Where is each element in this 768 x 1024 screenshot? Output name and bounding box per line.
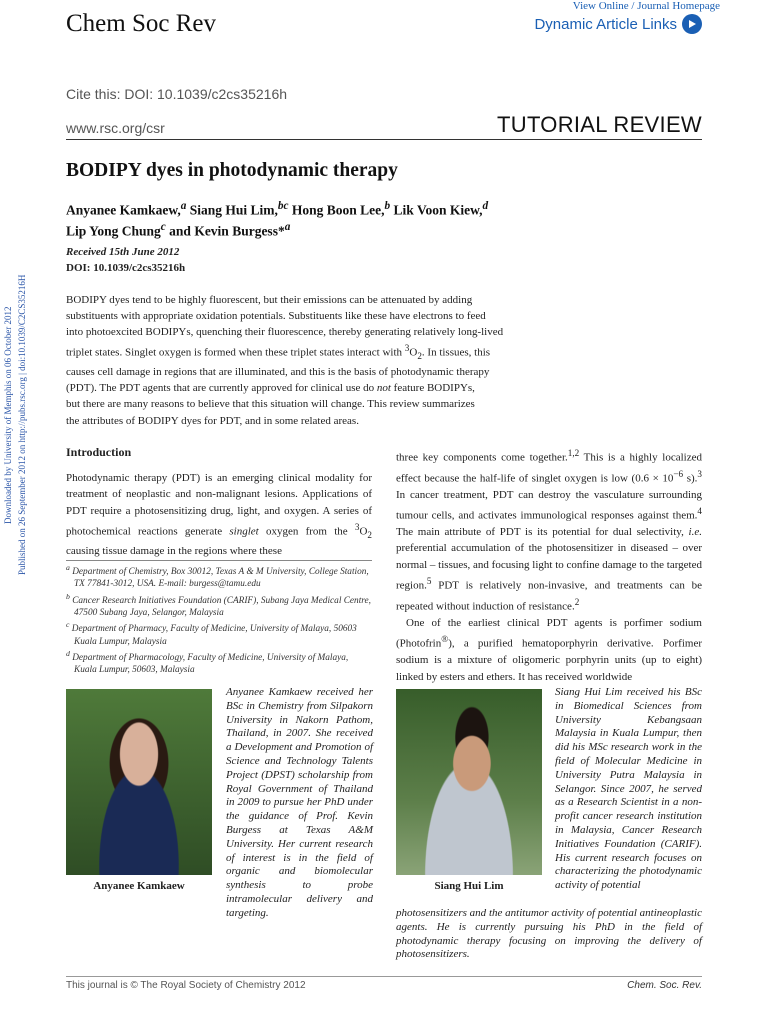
article-doi: DOI: 10.1039/c2cs35216h — [66, 262, 186, 274]
intro-paragraph: Photodynamic therapy (PDT) is an emerging clinical modality for treatment of neoplastic and non-malignant lesions. Applications of PDT require a photosensitizing drug, light, and oxygen. A series of photochemical reactions generate singlet oxygen from the $^3O_2$ causing tissue damage in the regions where these — [66, 472, 372, 558]
author-photo-lim — [396, 689, 542, 875]
bio-lim-continued: photosensitizers and the antitumor activity of potential antineoplastic agents. He is currently pursuing his PhD in the field of photodynamic therapy focusing on improving the delivery of photosensitizers. — [396, 907, 702, 961]
section-heading-introduction: Introduction — [66, 445, 132, 459]
journal-name: Chem Soc Rev — [66, 10, 216, 37]
bio-lim: Siang Hui Lim received his BSc in Biomedical Sciences from University Kebangsaan Malaysia in Kuala Lumpur, then did his MSc research work in the field of Molecular Medicine in University Putra Malaysia in Selangor. Since 2007, he served as a Research Scientist in a non-profit cancer research institution in Malaysia, Cancer Research Initiatives Foundation (CARIF). His current research focuses on characterizing the photodynamic activity of potential — [555, 686, 702, 892]
view-online-link[interactable]: View Online / Journal Homepage — [572, 0, 720, 12]
dynamic-article-links[interactable] — [534, 14, 702, 34]
dynamic-links-label: Dynamic Article Links — [534, 15, 677, 33]
affiliations: $^a$ Department of Chemistry, Box 30012, Texas A & M University, College Station, TX 77841-3012, USA. E-mail: burgess@tamu.edu $^b$ Cancer Research Initiatives Foundation (CARIF), Subang Jaya Medical Centre, 47500 Subang Jaya, Selangor, Malaysia $^c$ Department of Pharmacy, Faculty of Medicine, University of Malaya, 50603 Kuala Lumpur, Malaysia $^d$ Department of Pharmacology, Faculty of Medicine, University of Malaya, Kuala Lumpur, 50603, Malaysia — [66, 563, 372, 676]
journal-url[interactable]: www.rsc.org/csr — [66, 120, 165, 136]
publication-notice[interactable]: Published on 26 September 2012 on http://pubs.rsc.org | doi:10.1039/C2CS35216H — [17, 274, 27, 576]
received-date: Received 15th June 2012 — [66, 246, 180, 258]
play-arrow-icon[interactable] — [682, 14, 702, 34]
footnote-divider — [66, 560, 372, 561]
bio-kamkaew: Anyanee Kamkaew received her BSc in Chemistry from Silpakorn University in Nakorn Pathom, Thailand, in 2007. She received a Development and Promotion of Science and Technology Talents Project (DPST) scholarship from Royal Government of Thailand in 2009 to pursue her PhD under the guidance of Prof. Kevin Burgess at Texas A&M University. Her current research of interest is in the field of organic and biomolecular synthesis to probe intramolecular delivery and targeting. — [226, 686, 373, 919]
article-type: TUTORIAL REVIEW — [497, 112, 702, 137]
copyright: This journal is © The Royal Society of Chemistry 2012 — [66, 980, 306, 991]
download-notice: Downloaded by University of Memphis on 06 October 2012 — [3, 306, 13, 524]
photo-caption-kamkaew: Anyanee Kamkaew — [93, 880, 185, 892]
article-title: BODIPY dyes in photodynamic therapy — [66, 160, 398, 181]
author-photo-kamkaew — [66, 689, 212, 875]
journal-abbrev: Chem. Soc. Rev. — [627, 980, 702, 991]
footer-divider — [66, 976, 702, 977]
intro-column-2: three key components come together.$^{1,2}$ This is a highly localized effect because the half-life of singlet oxygen is low ($0.6 \times 10^{-6}$ s).$^3$ In cancer treatment, PDT can destroy the vasculature surrounding tumour cells, and activates immunological responses against them.$^4$ The main attribute of PDT is its potential for dual selectivity, i.e. preferential accumulation of the photosensitizer in diseased – over normal – tissues, and focusing light to confine damage to the targeted region.$^5$ PDT is relatively non-invasive, and treatments can be repeated without induction of resistance.$^2$ One of the earliest clinical PDT agents is porfimer sodium (Photofrin®), a purified hematoporphyrin derivative. Porfimer sodium is a mixture of oligomeric porphyrin units (up to eight) linked by esters and ethers. It has received worldwide — [396, 448, 702, 683]
cite-doi: Cite this: DOI: 10.1039/c2cs35216h — [66, 86, 288, 102]
abstract: BODIPY dyes tend to be highly fluorescent, but their emissions can be attenuated by adding substituents with appropriate oxidation potentials. Substituents like these have electrons to feed into photoexcited BODIPYs, quenching their fluorescence, thereby generating relatively long-lived triplet states. Singlet oxygen is formed when these triplet states interact with $^3O_2$. In tissues, this causes cell damage in regions that are illuminated, and this is the basis of photodynamic therapy (PDT). The PDT agents that are currently approved for clinical use do not feature BODIPYs, but there are many reasons to believe that this situation will change. This review summarizes the attributes of BODIPY dyes for PDT, and in some related areas. — [66, 294, 504, 427]
photo-caption-lim: Siang Hui Lim — [434, 880, 504, 892]
header-divider — [66, 139, 702, 140]
author-list: Anyanee Kamkaew,$^a$ Siang Hui Lim,$^{bc}$ Hong Boon Lee,$^b$ Lik Voon Kiew,$^d$ Lip Yong Chung$^c$ and Kevin Burgess*$^a$ — [66, 200, 489, 238]
